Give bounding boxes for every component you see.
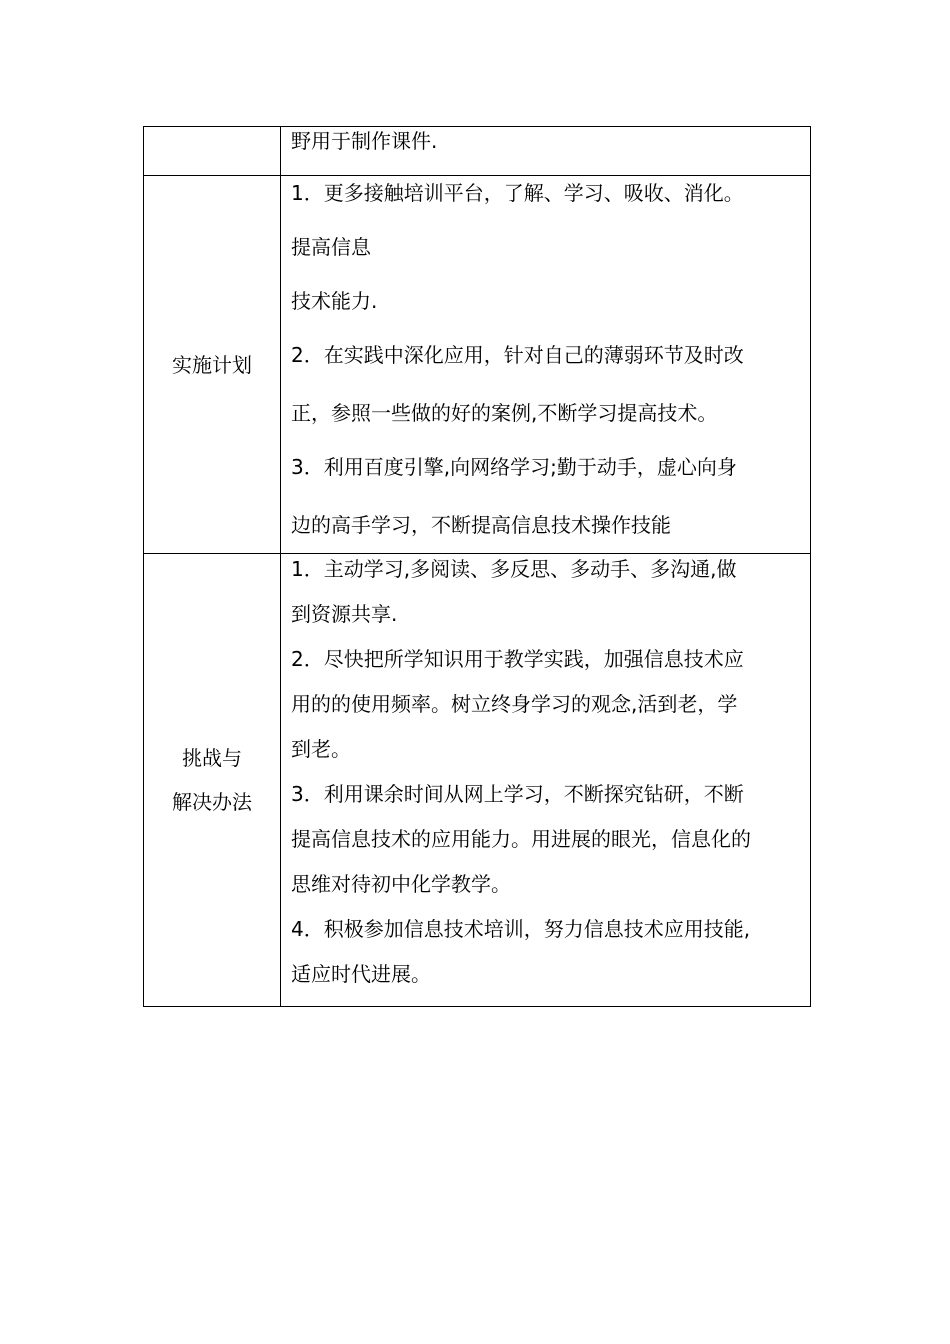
text-line: 到老。 bbox=[291, 737, 351, 761]
text-line: 思维对待初中化学教学。 bbox=[291, 872, 511, 896]
text-line: 3．利用课余时间从网上学习，不断探究钻研，不断 bbox=[291, 782, 744, 806]
text-line: 适应时代进展。 bbox=[291, 962, 431, 986]
row-content-cell bbox=[281, 127, 810, 175]
table-row bbox=[144, 553, 810, 1006]
text-line: 技术能力. bbox=[291, 289, 378, 313]
table-row bbox=[144, 127, 810, 175]
text-line: 野用于制作课件. bbox=[291, 129, 438, 153]
row-content-cell bbox=[281, 176, 810, 553]
text-line: 3．利用百度引擎,向网络学习;勤于动手，虚心向身 bbox=[291, 455, 737, 479]
row-content-cell bbox=[281, 554, 810, 1006]
text-line: 1．主动学习,多阅读、多反思、多动手、多沟通,做 bbox=[291, 557, 737, 581]
row-label-cell bbox=[144, 127, 281, 175]
document-table bbox=[143, 126, 811, 1007]
text-line: 用的的使用频率。树立终身学习的观念,活到老，学 bbox=[291, 692, 738, 716]
text-line: 2．在实践中深化应用，针对自己的薄弱环节及时改 bbox=[291, 343, 744, 367]
row-label-solutions: 解决办法 bbox=[172, 790, 252, 814]
text-line: 边的高手学习，不断提高信息技术操作技能 bbox=[291, 513, 671, 537]
text-line: 1．更多接触培训平台，了解、学习、吸收、消化。 bbox=[291, 181, 744, 205]
row-label-cell bbox=[144, 176, 281, 553]
row-label-challenges: 挑战与 bbox=[182, 746, 242, 770]
row-label-cell bbox=[144, 554, 281, 1006]
row-label-implementation-plan: 实施计划 bbox=[172, 352, 252, 377]
text-line: 4．积极参加信息技术培训，努力信息技术应用技能, bbox=[291, 917, 751, 941]
text-line: 提高信息 bbox=[291, 235, 371, 259]
table-row bbox=[144, 175, 810, 553]
text-line: 提高信息技术的应用能力。用进展的眼光，信息化的 bbox=[291, 827, 751, 851]
text-line: 2．尽快把所学知识用于教学实践，加强信息技术应 bbox=[291, 647, 744, 671]
text-line: 正，参照一些做的好的案例,不断学习提高技术。 bbox=[291, 401, 718, 425]
text-line: 到资源共享. bbox=[291, 602, 398, 626]
